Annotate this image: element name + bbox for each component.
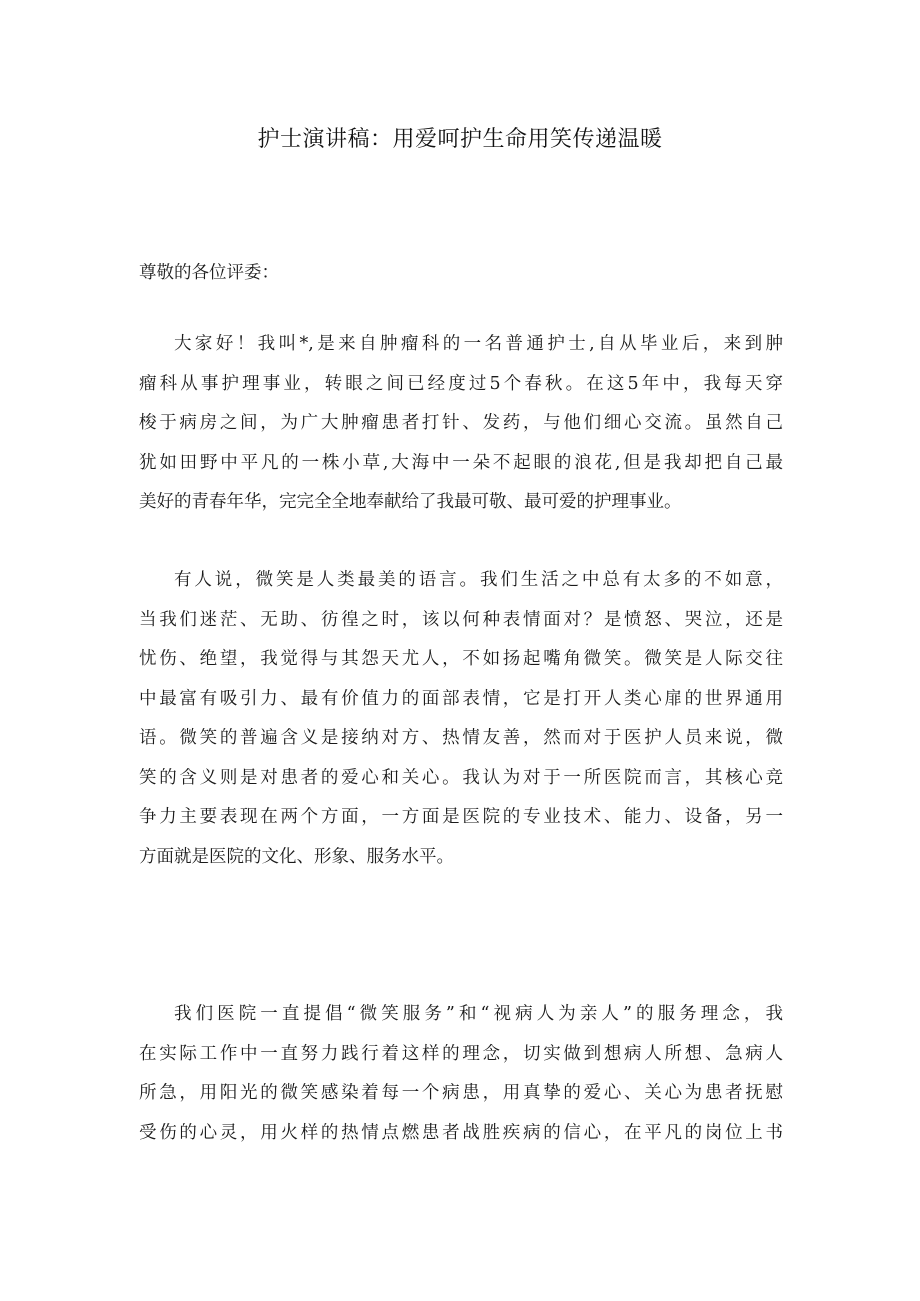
paragraph-line: 忧伤、绝望，我觉得与其怨天尤人，不如扬起嘴角微笑。微笑是人际交往 bbox=[139, 649, 783, 669]
paragraph-line: 有人说，微笑是人类最美的语言。我们生活之中总有太多的不如意， bbox=[174, 570, 783, 590]
paragraph-line: 我们医院一直提倡“微笑服务”和“视病人为亲人”的服务理念，我 bbox=[174, 1004, 783, 1024]
paragraph-line: 语。微笑的普遍含义是接纳对方、热情友善，然而对于医护人员来说，微 bbox=[139, 728, 783, 748]
paragraph-line: 梭于病房之间，为广大肿瘤患者打针、发药，与他们细心交流。虽然自己 bbox=[139, 413, 783, 433]
paragraph-line: 犹如田野中平凡的一株小草,大海中一朵不起眼的浪花,但是我却把自己最 bbox=[139, 452, 783, 473]
paragraph-line: 大家好！我叫*,是来自肿瘤科的一名普通护士,自从毕业后，来到肿 bbox=[174, 334, 783, 354]
salutation: 尊敬的各位评委： bbox=[139, 263, 279, 283]
document-title: 护士演讲稿：用爱呵护生命用笑传递温暖 bbox=[257, 127, 663, 152]
paragraph-line: 争力主要表现在两个方面，一方面是医院的专业技术、能力、设备，另一 bbox=[139, 807, 783, 827]
paragraph-line: 中最富有吸引力、最有价值力的面部表情，它是打开人类心扉的世界通用 bbox=[139, 688, 783, 709]
paragraph-1 bbox=[139, 325, 783, 523]
paragraph-3 bbox=[139, 995, 783, 1153]
paragraph-line: 瘤科从事护理事业，转眼之间已经度过5个春秋。在这5年中，我每天穿 bbox=[139, 373, 783, 394]
paragraph-line: 笑的含义则是对患者的爱心和关心。我认为对于一所医院而言，其核心竞 bbox=[139, 767, 783, 788]
paragraph-line: 所急，用阳光的微笑感染着每一个病患，用真挚的爱心、关心为患者抚慰 bbox=[139, 1083, 783, 1103]
paragraph-line: 方面就是医院的文化、形象、服务水平。 bbox=[139, 846, 454, 867]
paragraph-2 bbox=[139, 561, 783, 877]
paragraph-line: 在实际工作中一直努力践行着这样的理念，切实做到想病人所想、急病人 bbox=[139, 1043, 783, 1064]
paragraph-line: 受伤的心灵，用火样的热情点燃患者战胜疾病的信心，在平凡的岗位上书 bbox=[139, 1122, 783, 1143]
paragraph-line: 美好的青春年华，完完全全地奉献给了我最可敬、最可爱的护理事业。 bbox=[139, 492, 682, 512]
paragraph-line: 当我们迷茫、无助、彷徨之时，该以何种表情面对？是愤怒、哭泣，还是 bbox=[139, 609, 783, 630]
